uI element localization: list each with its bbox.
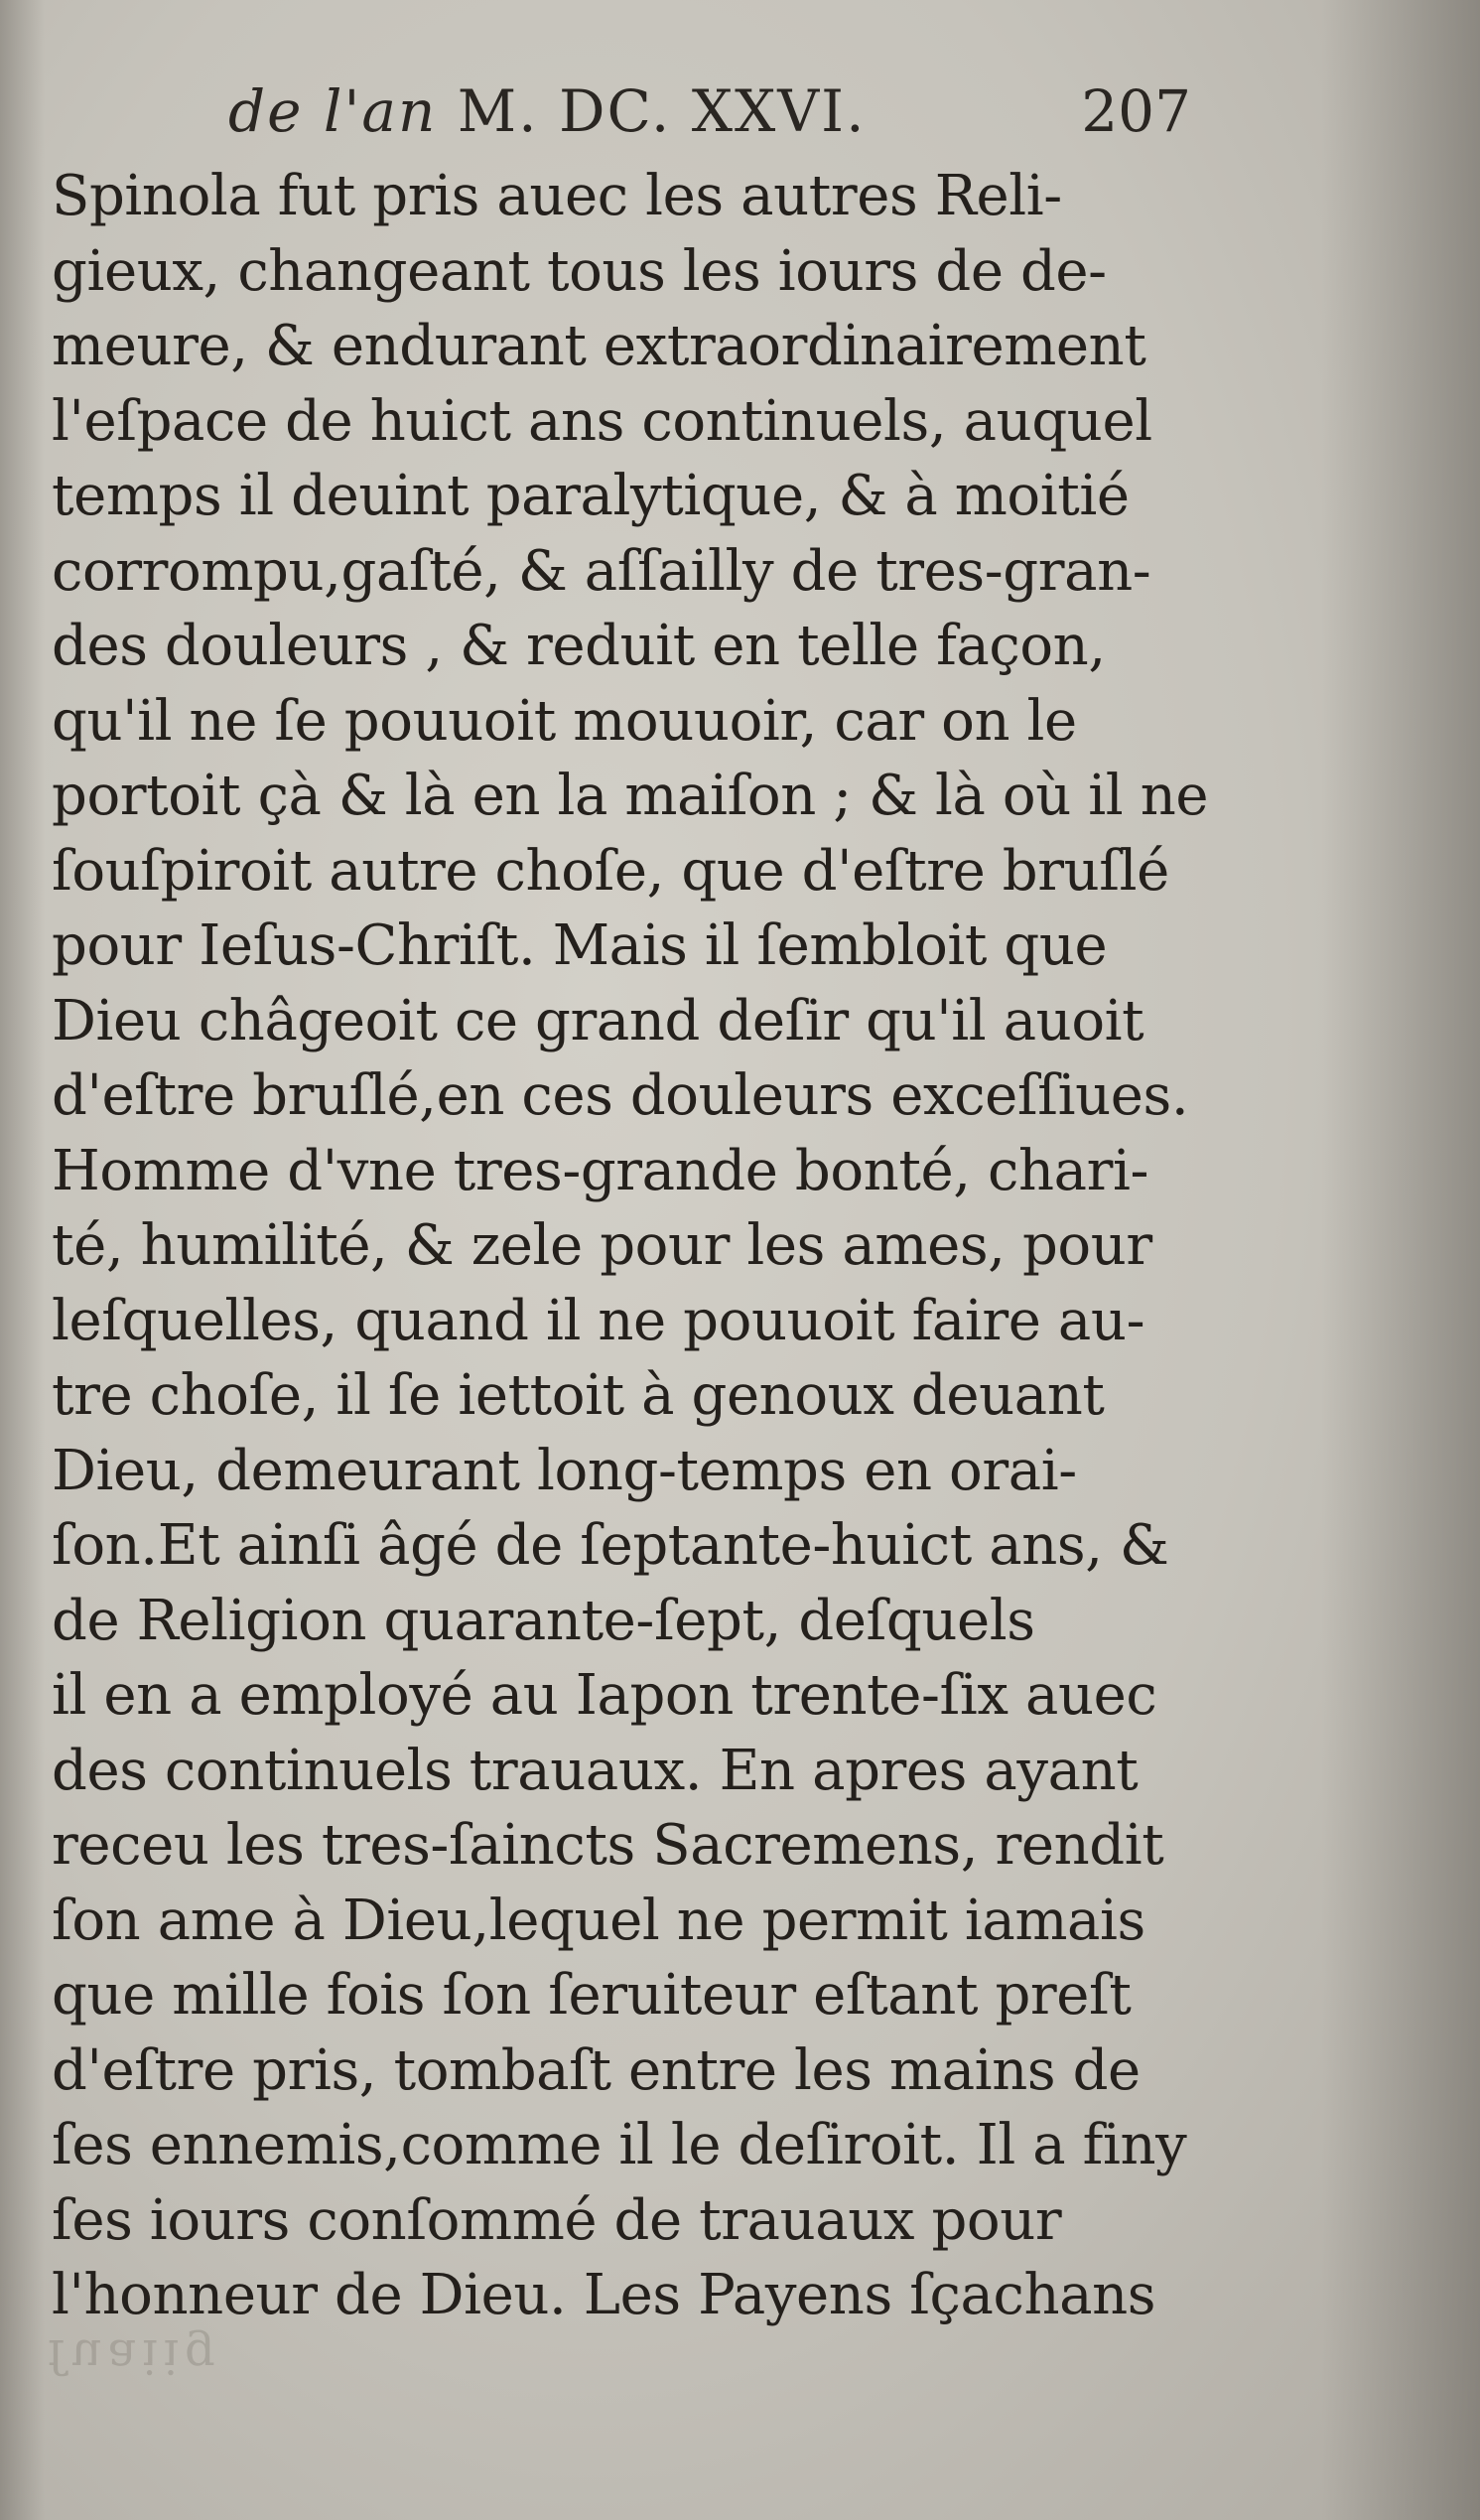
text-line: d'eſtre bruſlé,en ces douleurs exceſſiues. (52, 1063, 1189, 1128)
running-head (228, 77, 867, 145)
text-line: ſes ennemis,comme il le deſiroit. Il a finy (52, 2113, 1187, 2177)
text-line: gieux, changeant tous les iours de de- (52, 238, 1107, 304)
running-head-year: M. DC. XXVI. (457, 77, 867, 145)
text-line: ſon ame à Dieu,lequel ne permit iamais (52, 1888, 1145, 1953)
text-line: corrompu,gaſté, & aſſailly de tres-gran- (52, 538, 1151, 604)
running-head-italic: de l'an (228, 77, 438, 145)
text-line: ſon.Et ainſi âgé de ſeptante-huict ans, & (52, 1513, 1169, 1578)
page-header (228, 77, 1191, 157)
text-line: il en a employé au Iapon trente-ſix auec (52, 1663, 1157, 1728)
text-line: qu'il ne ſe pouuoit mouuoir, car on le (52, 688, 1077, 754)
text-line: l'eſpace de huict ans continuels, auquel (52, 388, 1152, 454)
text-line: ſouſpiroit autre choſe, que d'eſtre bruſlé (52, 838, 1169, 904)
text-line: que mille fois ſon ſeruiteur eſtant preſt (52, 1963, 1132, 2028)
text-line: Spinola fut pris auec les autres Reli- (52, 164, 1062, 228)
text-line: temps il deuint paralytique, & à moitié (52, 464, 1130, 528)
show-through-catchword: ſuaiig (48, 2328, 221, 2384)
text-line: meure, & endurant extraordinairement (52, 314, 1146, 378)
text-line: tre choſe, il ſe iettoit à genoux deuant (52, 1363, 1105, 1428)
text-line: des continuels trauaux. En apres ayant (52, 1738, 1139, 1803)
text-line: leſquelles, quand il ne pouuoit faire au- (52, 1288, 1145, 1353)
text-line: receu les tres-ſaincts Sacremens, rendit (52, 1813, 1164, 1878)
text-line: pour Ieſus-Chriſt. Mais il ſembloit que (52, 913, 1108, 978)
body-text (52, 159, 1209, 2333)
text-line: portoit çà & là en la maiſon ; & là où il ne (52, 764, 1209, 828)
text-line: d'eſtre pris, tombaſt entre les mains de (52, 2037, 1141, 2103)
text-line: ſes iours conſommé de trauaux pour (52, 2187, 1062, 2253)
text-line: té, humilité, & zele pour les ames, pour (52, 1213, 1152, 1278)
text-line: Dieu châgeoit ce grand deſir qu'il auoit (52, 988, 1144, 1053)
text-line: de Religion quarante-ſept, deſquels (52, 1588, 1035, 1653)
text-line: Dieu, demeurant long-temps en orai- (52, 1438, 1077, 1503)
text-line: Homme d'vne tres-grande bonté, chari- (52, 1138, 1149, 1203)
page-number: 207 (1081, 77, 1191, 145)
text-line: des douleurs , & reduit en telle façon, (52, 614, 1106, 678)
text-line: l'honneur de Dieu. Les Payens ſçachans (52, 2263, 1156, 2327)
